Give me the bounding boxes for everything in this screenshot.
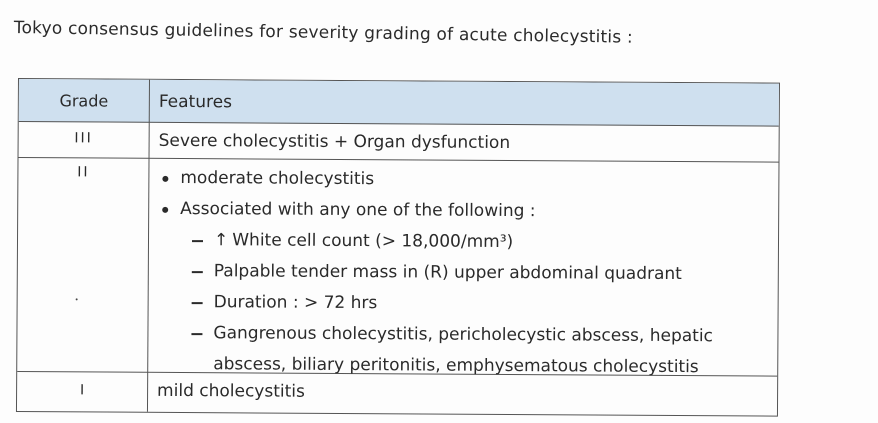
table-row-grade-3 [19,122,779,163]
page-title: Tokyo consensus guidelines for severity grading of acute cholecystitis : [13,18,634,48]
sub-item [158,287,768,322]
table-row-grade-1 [17,372,777,416]
sub-item-text: White cell count (> 18,000/mm³) [232,230,514,253]
features-list [157,163,768,384]
header-features: Features [158,91,233,113]
features-cell: Severe cholecystitis + Organ dysfunction [158,130,511,154]
grade-cell: III [74,130,93,147]
features-cell: mild cholecystitis [157,380,305,402]
sub-item-text: Duration : > 72 hrs [213,292,378,314]
sub-item [157,318,767,353]
table-header-row [19,79,779,127]
bullet-item: Associated with any one of the following : [158,194,768,229]
sub-item-text: abscess, biliary peritonitis, emphysematous cholecystitis [213,354,699,378]
table-row-grade-2 [17,158,778,377]
sub-item-text: Gangrenous cholecystitis, pericholecystic abscess, hepatic [213,323,713,347]
severity-grading-table [16,78,780,417]
sub-item [158,225,768,260]
bullet-item: moderate cholecystitis [158,163,768,198]
grade-cell: I [79,382,85,399]
stray-dot-mark [76,298,78,300]
up-arrow-icon: ↑ [213,230,229,251]
sub-item [158,256,768,291]
grade-cell: II [77,164,90,181]
sub-item-text: Palpable tender mass in (R) upper abdominal quadrant [213,261,682,285]
header-grade: Grade [59,91,109,111]
